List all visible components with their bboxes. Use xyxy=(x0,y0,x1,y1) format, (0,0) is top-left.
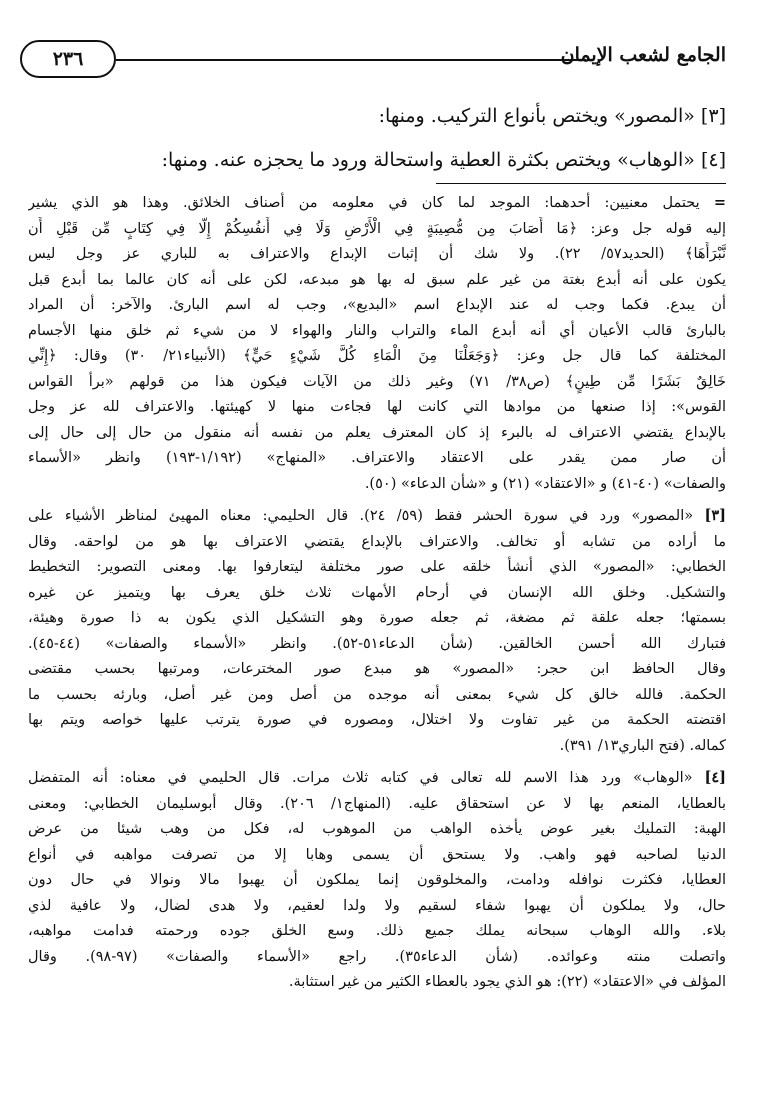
footnote-line: يكون على أنه أبدع بغتة من غير علم سبق له بها هو مبدعه، لكن على أنه كان عالما بما أبدع قبل xyxy=(28,271,726,288)
footnote-line: فتبارك الله أحسن الخالقين. (شأن الدعاء٥١-٥٢). وانظر «الأسماء والصفات» (٤٤-٤٥). xyxy=(28,635,726,652)
footnote-line: كماله. (فتح الباري١٣/ ٣٩١). xyxy=(559,737,726,754)
running-title: الجامع لشعب الإيمان xyxy=(560,44,726,66)
page-header xyxy=(20,40,726,84)
footnote-line: حال، ولا يملكون أن يهبوا شفاء لسقيم ولا ولدا لعقيم، ولا هدى لضال، ولا عافية لذي xyxy=(28,897,726,914)
footnote-line: وقال الحافظ ابن حجر: «المصور» هو مبدع صور المخترعات، ومرتبها بحسب مقتضى xyxy=(28,661,726,677)
footnote-4 xyxy=(28,765,726,996)
footnote-divider xyxy=(436,183,726,184)
footnote-line: أن يبدع. فكما وجب له عند الإبداع اسم «البديع»، وجب له اسم البارئ. والآخر: أن المراد xyxy=(28,297,726,313)
footnote-line: الهبة: التمليك بغير عوض يأخذه الواهب من الموهوب له، فكل من وهب شيئا من عرض xyxy=(28,821,726,837)
footnote-line: = يحتمل معنيين: أحدهما: الموجد لما كان في معلومه من أصناف الخلائق. وهذا هو الذي يشير xyxy=(28,194,726,211)
footnote-line: نَّبْرَأَهَا﴾ (الحديد٥٧/ ٢٢). ولا شك أن إثبات الإبداع والاعتراف به للباري عز وجل ليس xyxy=(28,246,726,262)
footnote-line: الحكمة. فالله خالق كل شيء بمعنى أنه موجده من أصل ومن غير أصل، وبارئه بحسب ما xyxy=(28,686,726,703)
main-line-4: [٤] «الوهاب» ويختص بكثرة العطية واستحالة ورود ما يحجزه عنه. ومنها: xyxy=(161,149,726,171)
footnote-line: المختلفة كما قال جل وعز: ﴿وَجَعَلْنَا مِنَ الْمَاءِ كُلَّ شَيْءٍ حَيٍّ﴾ (الأنبياء٢١/ ٣٠) وقال: ﴿إِنِّي xyxy=(28,348,726,364)
footnote-line: إليه قوله جل وعز: ﴿مَا أَصَابَ مِن مُّصِيبَةٍ فِي الْأَرْضِ وَلَا فِي أَنفُسِكُمْ إِلَّا فِي كِتَابٍ مِّن قَبْلِ أَن xyxy=(28,220,726,237)
footnote-line: خَالِقٌ بَشَرًا مِّن طِينٍ﴾ (ص٣٨/ ٧١) وغير ذلك من الآيات فيكون هذا من قولهم «برأ القواس xyxy=(28,373,726,390)
main-text xyxy=(30,94,726,182)
main-line-3: [٣] «المصور» ويختص بأنواع التركيب. ومنها: xyxy=(378,105,726,127)
footnote-marker: = xyxy=(713,194,726,211)
footnote-line: العطايا، فكثرت نوافله ودامت، والمخلوقون إنما يملكون أن يهبوا مالا ونوالا في حال دون xyxy=(28,872,726,888)
footnote-line: والصفات» (٤٠-٤١) و «الاعتقاد» (٢١) و «شأن الدعاء» (٥٠). xyxy=(364,475,726,492)
page-number: ٢٣٦ xyxy=(20,40,116,78)
header-rule xyxy=(116,59,586,61)
footnote-line: بلاء. والله الوهاب سبحانه يملك جميع ذلك. وسع الخلق جوده ورحمته فدامت مواهبه، xyxy=(28,923,726,939)
footnote-line: واتصلت منته وعوائده. (شأن الدعاء٣٥). راجع «الأسماء والصفات» (٩٧-٩٨). وقال xyxy=(28,948,726,965)
footnote-line: بالإبداع يقتضي الاعتراف له بالبرء إذ كان المعترف يعلم من نفسه أنه منقول من حال إلى حال إلى xyxy=(28,424,726,441)
footnotes xyxy=(28,190,726,1002)
footnote-line: بسمتها؛ جعله علقة ثم مضغة، ثم جعله صورة وهو التشكيل الذي يكون به ذا صورة وهيئة، xyxy=(28,610,726,626)
footnote-line: الخطابي: «المصور» الذي أنشأ خلقه على صور مختلفة ليتعارفوا بها. ومعنى التصوير: التخطيط xyxy=(28,559,726,575)
footnote-line: بالعطايا، المنعم بها لا عن استحقاق عليه. (المنهاج١/ ٢٠٦). وقال أبوسليمان الخطابي: ومعنى xyxy=(28,795,726,812)
footnote-line: [٤] «الوهاب» ورد هذا الاسم لله تعالى في كتابه ثلاث مرات. قال الحليمي في معناه: أنه المتفضل xyxy=(28,769,726,786)
footnote-marker: [٣] xyxy=(704,507,726,524)
footnote-line: الدنيا لصاحبه فهو واهب. ولا يستحق أن يسمى وهابا إلا من تصرفت مواهبه في أنواع xyxy=(28,846,726,863)
footnote-line: والتشكيل. وخلق الله الإنسان في أرحام الأمهات ثلاث خلق يعرف بها ويتميز عن غيره xyxy=(28,584,726,601)
footnote-continuation xyxy=(28,190,726,497)
footnote-line: [٣] «المصور» ورد في سورة الحشر فقط (٥٩/ ٢٤). قال الحليمي: معناه المهيئ لمناظر الأشياء على xyxy=(28,507,726,524)
footnote-line: بالبارئ قالب الأعيان أي أنه أبدع الماء والتراب والنار والهواء لا من شيء ثم خلق منها الأجسام xyxy=(28,322,726,339)
footnote-3 xyxy=(28,503,726,759)
footnote-line: ما أراده من تشابه أو تخالف. والاعتراف بالإبداع يقتضي الاعتراف بها هو من لواحقه. وقال xyxy=(28,533,726,550)
footnote-line: القوس»: إذا صنعها من موادها التي كانت لها فجاءت منها لا كهيئتها. والاعتراف لله عز وجل xyxy=(28,399,726,415)
footnote-line: أن صار ممن يقدر على الاعتقاد والاعتراف. «المنهاج» (١/١٩٢-١٩٣) وانظر «الأسماء xyxy=(28,450,726,466)
footnote-line: اقتضته الحكمة من غير تفاوت ولا اختلال، ومصوره في صورة يترتب عليها خواصه ويتم بها xyxy=(28,712,726,728)
footnote-line: المؤلف في «الاعتقاد» (٢٢): هو الذي يجود بالعطاء الكثير من غير استثابة. xyxy=(288,974,726,990)
footnote-marker: [٤] xyxy=(704,769,726,786)
